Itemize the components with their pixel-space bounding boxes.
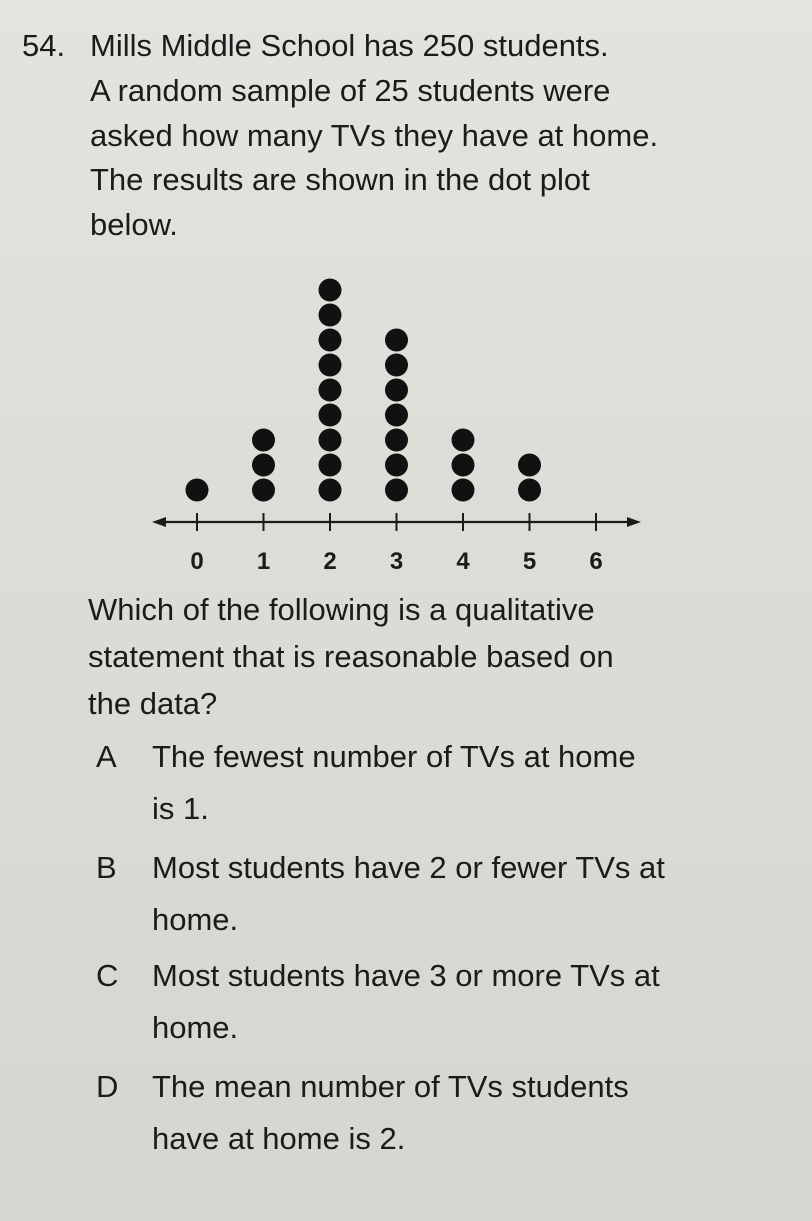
stem-line: The results are shown in the dot plot [90,162,590,198]
data-dot [452,454,475,477]
question-stem [90,24,790,248]
tick-label: 2 [323,548,337,575]
data-dot [252,429,275,452]
prompt-line: statement that is reasonable based on [88,639,614,674]
choice-letter: A [96,739,117,774]
axis-arrow-right [627,517,641,527]
stem-line: Mills Middle School has 250 students. [90,28,609,63]
data-dot [319,404,342,427]
prompt-line: the data? [88,686,218,721]
dot-plot [140,245,660,585]
tick-label: 5 [522,548,537,575]
data-dot [385,429,408,452]
data-dot [518,454,541,477]
data-dot [186,479,209,502]
choice-line: have at home is 2. [152,1121,406,1156]
choice-line: Most students have 3 or more TVs at [152,958,660,993]
choice-letter: B [96,850,117,885]
data-dot [319,329,342,352]
data-dot [319,279,342,302]
question-number: 54. [22,28,66,63]
data-dot [319,304,342,327]
data-dot [385,404,408,427]
choice-letter: C [96,958,119,993]
data-dot [319,454,342,477]
prompt-line: Which of the following is a qualitative [88,592,595,627]
choice-text [152,1061,792,1165]
stem-line: below. [90,207,178,243]
data-dot [518,479,541,502]
data-dot [385,479,408,502]
question-prompt [88,586,788,727]
tick-label: 6 [589,548,603,575]
data-dot [319,479,342,502]
data-dot [319,429,342,452]
choice-text [152,731,792,835]
data-dot [252,454,275,477]
data-dot [385,454,408,477]
axis-arrow-left [152,517,166,527]
choice-line: is 1. [152,791,209,826]
tick-label: 1 [256,548,271,575]
data-dot [319,379,342,402]
data-dot [252,479,275,502]
tick-label: 3 [389,548,404,575]
stem-line: A random sample of 25 students were [90,72,611,108]
stem-line: asked how many TVs they have at home. [90,117,659,153]
tick-label: 4 [456,548,470,575]
data-dot [452,429,475,452]
choice-text [152,842,792,946]
choice-line: The fewest number of TVs at home [152,739,636,774]
choice-line: The mean number of TVs students [152,1069,629,1104]
data-dot [385,379,408,402]
choice-letter: D [96,1069,119,1104]
data-dot [319,354,342,377]
choice-line: Most students have 2 or fewer TVs at [152,850,665,885]
tick-label: 0 [190,548,204,575]
choice-text [152,950,792,1054]
choice-line: home. [152,902,239,937]
data-dot [452,479,475,502]
choice-line: home. [152,1010,239,1045]
data-dot [385,354,408,377]
data-dot [385,329,408,352]
